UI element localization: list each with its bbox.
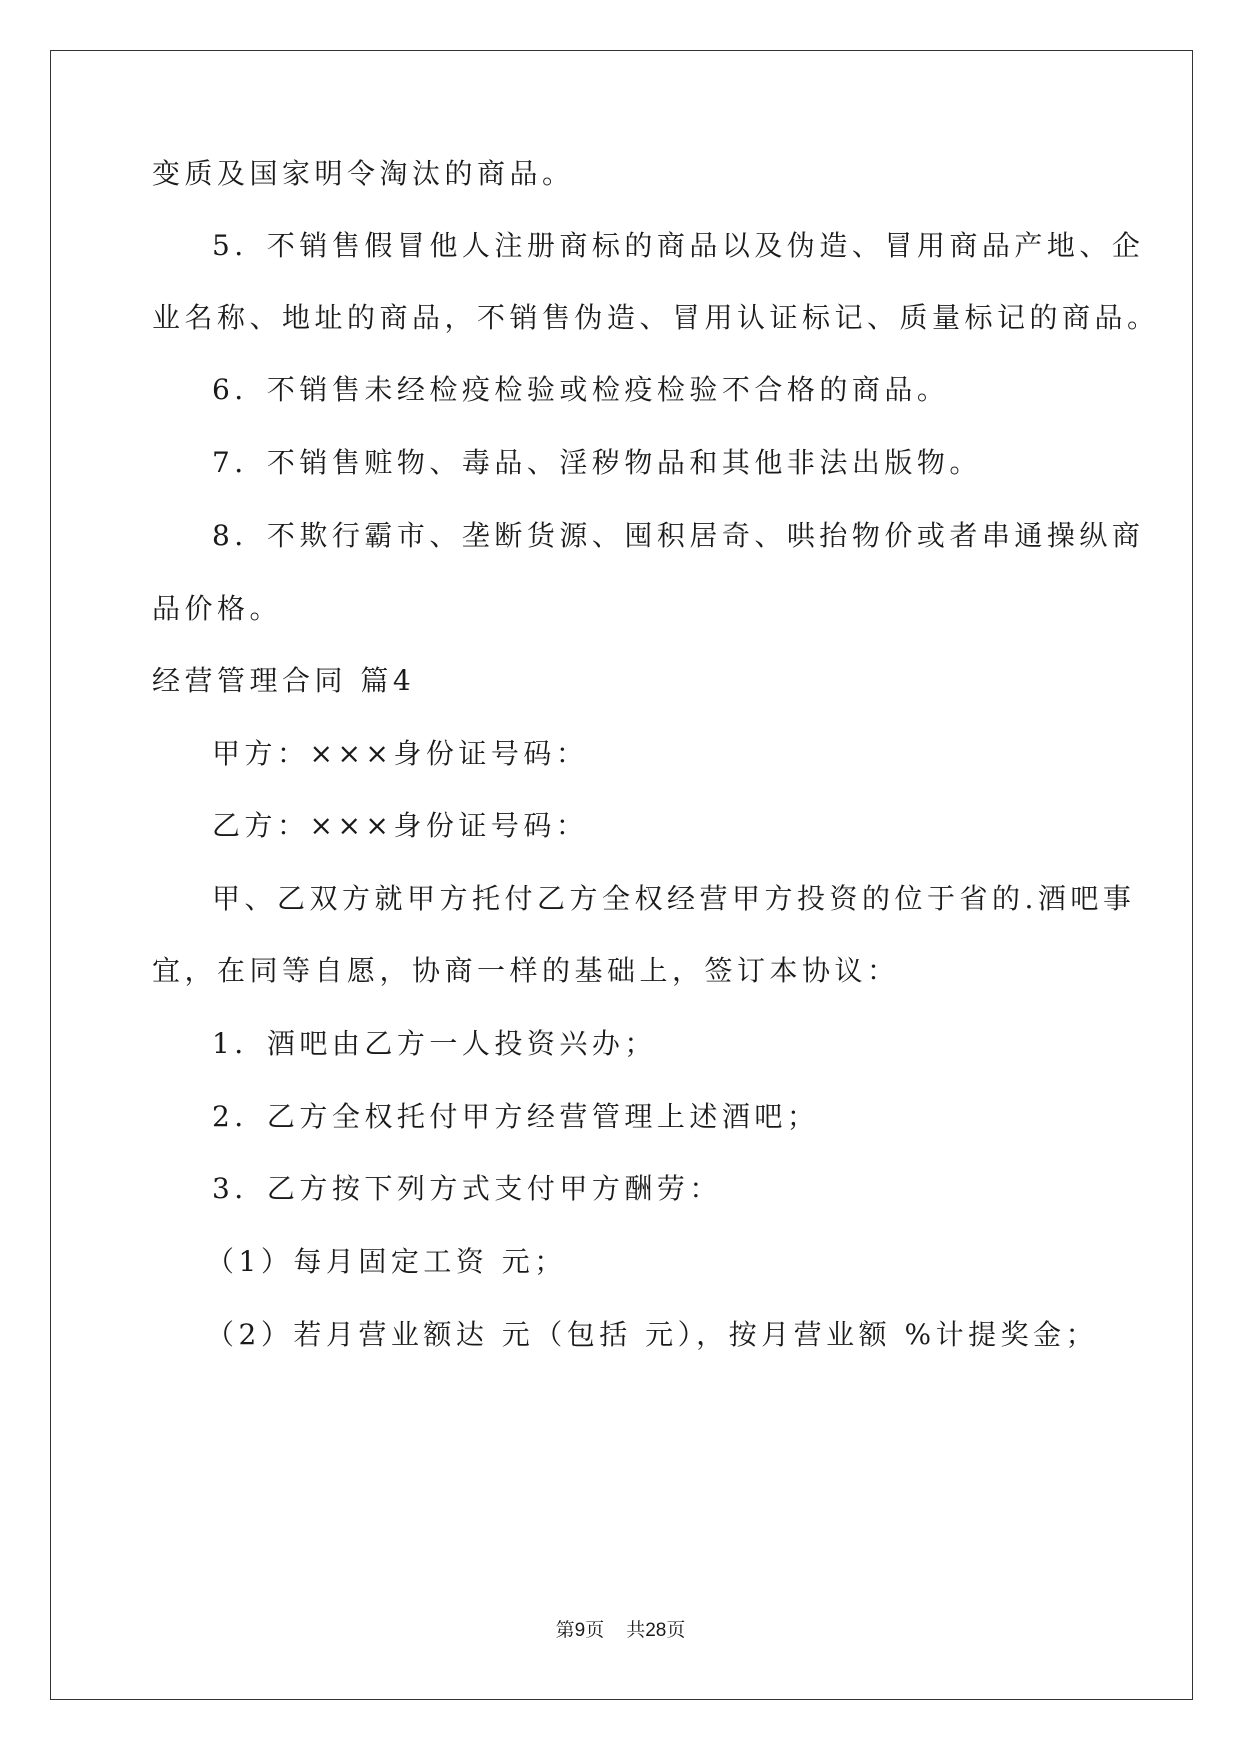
page-footer — [0, 1618, 1241, 1643]
text-line-6: 8．不欺行霸市、垄断货源、囤积居奇、哄抬物价或者串通操纵商 — [212, 519, 1145, 552]
total-pages: 28 — [645, 1620, 667, 1641]
text-line-3: 业名称、地址的商品，不销售伪造、冒用认证标记、质量标记的商品。 — [152, 301, 1160, 334]
section-heading: 经营管理合同 篇4 — [152, 664, 416, 697]
clause-1: 1．酒吧由乙方一人投资兴办； — [212, 1027, 657, 1060]
clause-2: 2．乙方全权托付甲方经营管理上述酒吧； — [212, 1100, 820, 1133]
page-number: 9 — [574, 1620, 586, 1641]
text-line-12: 宜，在同等自愿，协商一样的基础上，签订本协议： — [152, 954, 900, 987]
sub-clause-1: （1）每月固定工资 元； — [206, 1245, 567, 1278]
text-line-5: 7．不销售赃物、毒品、淫秽物品和其他非法出版物。 — [212, 446, 982, 479]
text-line-11: 甲、乙双方就甲方托付乙方全权经营甲方投资的位于省的.酒吧事 — [212, 882, 1136, 915]
text-line-1: 变质及国家明令淘汰的商品。 — [152, 157, 575, 190]
page-suffix: 页 — [585, 1619, 605, 1641]
clause-3: 3．乙方按下列方式支付甲方酬劳： — [212, 1172, 722, 1205]
party-b-line: 乙方：×××身份证号码： — [212, 809, 589, 842]
page-prefix: 第 — [555, 1619, 575, 1641]
text-line-4: 6．不销售未经检疫检验或检疫检验不合格的商品。 — [212, 373, 950, 406]
total-suffix: 页 — [666, 1619, 686, 1641]
party-a-line: 甲方：×××身份证号码： — [212, 737, 589, 770]
text-line-7: 品价格。 — [152, 592, 283, 625]
sub-clause-2: （2）若月营业额达 元（包括 元），按月营业额 %计提奖金； — [206, 1318, 1099, 1351]
total-prefix: 共 — [626, 1619, 646, 1641]
text-line-2: 5．不销售假冒他人注册商标的商品以及伪造、冒用商品产地、企 — [212, 229, 1145, 262]
